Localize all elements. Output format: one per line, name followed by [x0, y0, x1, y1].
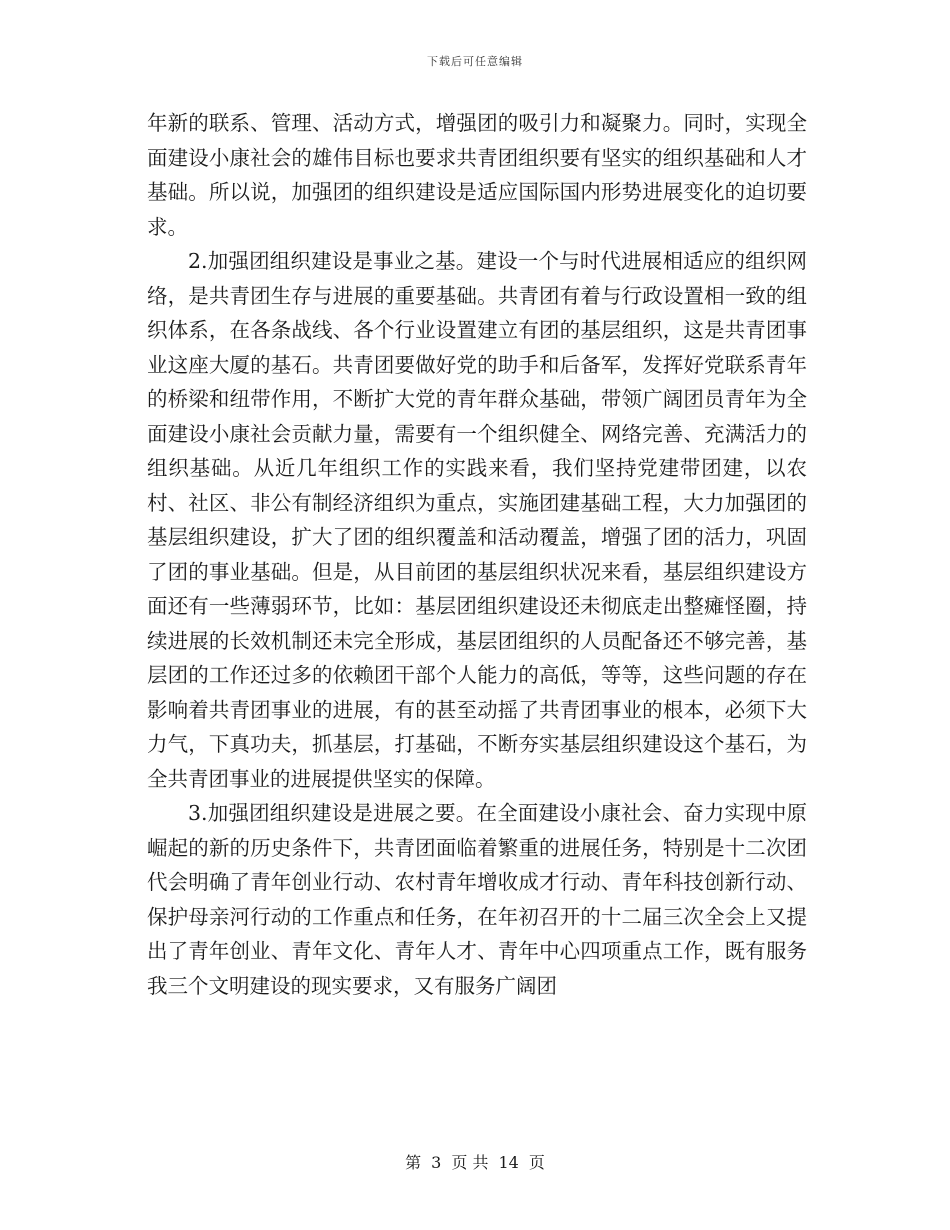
- page-suffix: 页: [528, 1153, 545, 1172]
- body-content: [147, 106, 807, 1003]
- page-total: 14: [498, 1153, 519, 1172]
- header-note: 下载后可任意编辑: [427, 55, 523, 68]
- page-footer: [0, 1150, 950, 1173]
- paragraph-1: 年新的联系、管理、活动方式，增强团的吸引力和凝聚力。同时，实现全面建设小康社会的雄伟目标也要求共青团组织要有坚实的组织基础和人才基础。所以说，加强团的组织建设是适应国际国内形势进展变化的迫切要求。: [147, 111, 807, 239]
- page-prefix: 第: [405, 1153, 422, 1172]
- page-middle: 页 共: [451, 1153, 489, 1172]
- paragraph-2: 2.加强团组织建设是事业之基。建设一个与时代进展相适应的组织网络，是共青团生存与进展的重要基础。共青团有着与行政设置相一致的组织体系，在各条战线、各个行业设置建立有团的基层组织，这是共青团事业这座大厦的基石。共青团要做好党的助手和后备军，发挥好党联系青年的桥梁和纽带作用，不断扩大党的青年群众基础，带领广阔团员青年为全面建设小康社会贡献力量，需要有一个组织健全、网络完善、充满活力的组织基础。从近几年组织工作的实践来看，我们坚持党建带团建，以农村、社区、非公有制经济组织为重点，实施团建基础工程，大力加强团的基层组织建设，扩大了团的组织覆盖和活动覆盖，增强了团的活力，巩固了团的事业基础。但是，从目前团的基层组织状况来看，基层组织建设方面还有一些薄弱环节，比如：基层团组织建设还未彻底走出整瘫怪圈，持续进展的长效机制还未完全形成，基层团组织的人员配备还不够完善，基层团的工作还过多的依赖团干部个人能力的高低，等等，这些问题的存在影响着共青团事业的进展，有的甚至动摇了共青团事业的根本，必须下大力气，下真功夫，抓基层，打基础，不断夯实基层组织建设这个基石，为全共青团事业的进展提供坚实的保障。: [147, 249, 807, 791]
- paragraph-3: 3.加强团组织建设是进展之要。在全面建设小康社会、奋力实现中原崛起的新的历史条件下，共青团面临着繁重的进展任务，特别是十二次团代会明确了青年创业行动、农村青年增收成才行动、青年科技创新行动、保护母亲河行动的工作重点和任务，在年初召开的十二届三次全会上又提出了青年创业、青年文化、青年人才、青年中心四项重点工作，既有服务我三个文明建设的现实要求，又有服务广阔团: [147, 801, 807, 998]
- page-current: 3: [431, 1153, 442, 1172]
